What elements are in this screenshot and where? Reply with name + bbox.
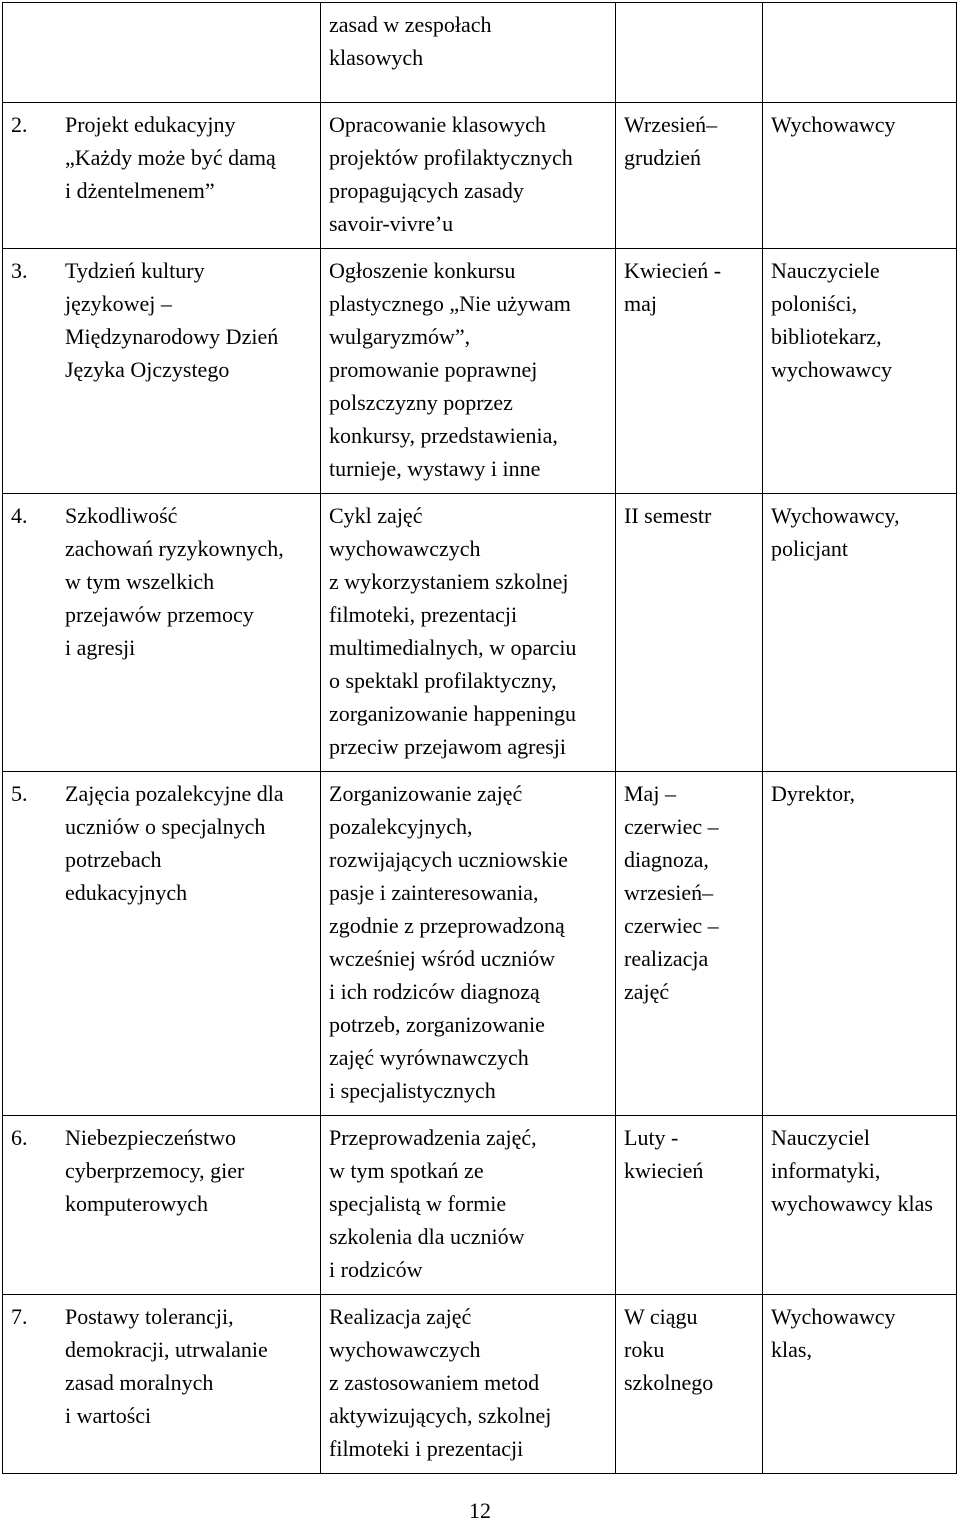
activity-cell [321,772,616,1116]
activity-text: Zorganizowanie zajęć pozalekcyjnych, rozwijających uczniowskie pasje i zainteresowania, zgodnie z przeprowadzoną wcześniej wśród uczniów i ich rodziców diagnozą potrzeb, zorganizowanie zajęć wyrównawczych i specjalistycznych [329,781,568,1103]
time-text: II semestr [624,503,712,528]
responsible-cell [763,3,957,103]
time-text: Luty - kwiecień [624,1125,704,1183]
row-number: 6. [11,1125,28,1150]
activity-text: Przeprowadzenia zajęć, w tym spotkań ze specjalistą w formie szkolenia dla uczniów i rodziców [329,1125,537,1282]
page-number: 12 [469,1498,491,1523]
responsible-cell [763,103,957,249]
table-row [3,249,957,494]
time-cell [616,494,763,772]
activity-text: Cykl zajęć wychowawczych z wykorzystaniem szkolnej filmoteki, prezentacji multimedialnych, w oparciu o spektakl profilaktyczny, zorganizowanie happeningu przeciw przejawom agresji [329,503,577,759]
activity-cell [321,1116,616,1295]
time-cell [616,3,763,103]
topic-text: Zajęcia pozalekcyjne dla uczniów o specjalnych potrzebach edukacyjnych [65,781,284,905]
time-cell [616,249,763,494]
time-cell [616,1295,763,1474]
table-row [3,772,957,1116]
responsible-text: Nauczyciel informatyki, wychowawcy klas [771,1125,933,1216]
responsible-text: Dyrektor, [771,781,856,806]
activity-text: Ogłoszenie konkursu plastycznego „Nie używam wulgaryzmów”, promowanie poprawnej polszczyzny poprzez konkursy, przedstawienia, turnieje, wystawy i inne [329,258,571,481]
topic-cell [3,1295,321,1474]
topic-cell [3,103,321,249]
responsible-cell [763,772,957,1116]
row-number: 5. [11,781,28,806]
topic-text: Postawy tolerancji, demokracji, utrwalanie zasad moralnych i wartości [65,1304,268,1428]
activity-cell [321,1295,616,1474]
row-number: 2. [11,112,28,137]
time-text: W ciągu roku szkolnego [624,1304,714,1395]
topic-cell [3,3,321,103]
row-number: 4. [11,503,28,528]
responsible-text: Wychowawcy, policjant [771,503,900,561]
activity-text: Realizacja zajęć wychowawczych z zastosowaniem metod aktywizujących, szkolnej filmoteki i prezentacji [329,1304,552,1461]
table-row [3,103,957,249]
responsible-text: Wychowawcy klas, [771,1304,896,1362]
time-cell [616,772,763,1116]
topic-cell [3,772,321,1116]
table-row [3,494,957,772]
topic-text: Niebezpieczeństwo cyberprzemocy, gier komputerowych [65,1125,245,1216]
topic-text: Szkodliwość zachowań ryzykownych, w tym wszelkich przejawów przemocy i agresji [65,503,284,660]
time-cell [616,103,763,249]
program-table [2,2,957,1474]
row-number: 3. [11,258,28,283]
topic-text: Projekt edukacyjny „Każdy może być damą i dżentelmenem” [65,112,276,203]
responsible-cell [763,1116,957,1295]
activity-cell [321,3,616,103]
activity-text: Opracowanie klasowych projektów profilaktycznych propagujących zasady savoir-vivre’u [329,112,573,236]
responsible-text: Nauczyciele poloniści, bibliotekarz, wychowawcy [771,258,892,382]
activity-text: zasad w zespołach klasowych [329,12,492,70]
time-text: Maj – czerwiec – diagnoza, wrzesień– czerwiec – realizacja zajęć [624,781,719,1004]
topic-cell [3,1116,321,1295]
time-text: Wrzesień– grudzień [624,112,718,170]
responsible-text: Wychowawcy [771,112,896,137]
topic-text: Tydzień kultury językowej – Międzynarodowy Dzień Języka Ojczystego [65,258,279,382]
responsible-cell [763,1295,957,1474]
topic-cell [3,494,321,772]
time-cell [616,1116,763,1295]
row-number: 7. [11,1304,28,1329]
activity-cell [321,103,616,249]
time-text: Kwiecień - maj [624,258,722,316]
activity-cell [321,249,616,494]
activity-cell [321,494,616,772]
table-row [3,1295,957,1474]
topic-cell [3,249,321,494]
responsible-cell [763,494,957,772]
table-row [3,1116,957,1295]
table-row [3,3,957,103]
responsible-cell [763,249,957,494]
